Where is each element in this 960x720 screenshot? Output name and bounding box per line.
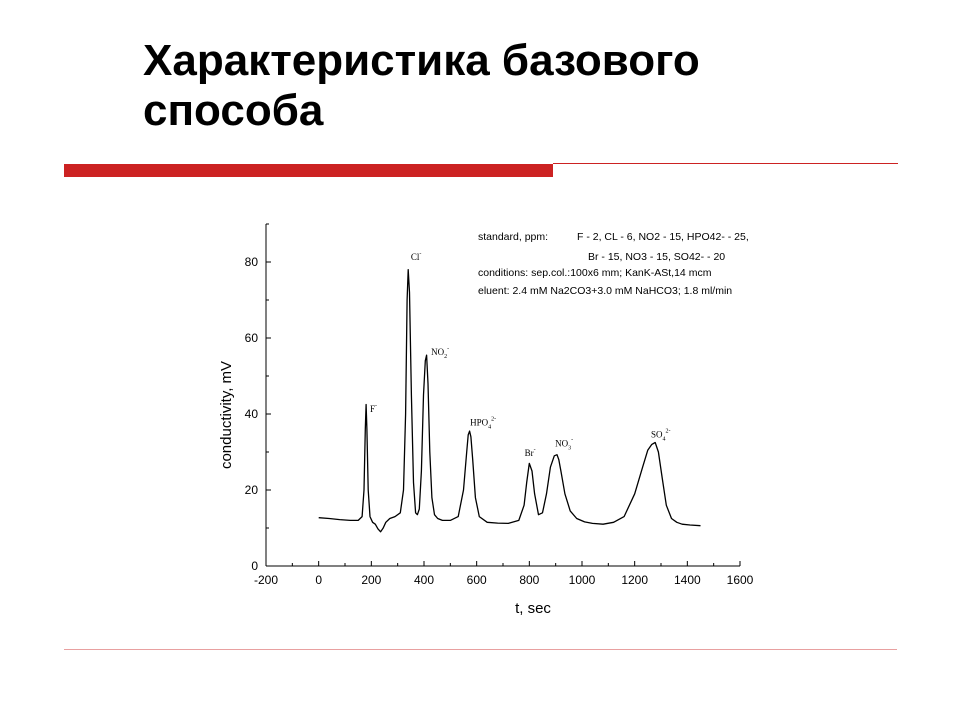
x-tick-label: 600 — [466, 573, 487, 587]
y-tick-label: 60 — [244, 331, 258, 345]
x-tick-label: 400 — [413, 573, 435, 587]
x-tick-label: 1600 — [726, 573, 754, 587]
x-tick-label: 800 — [519, 573, 540, 587]
legend-line1: F - 2, CL - 6, NO2 - 15, HPO42- - 25, — [577, 231, 749, 243]
x-tick-label: 0 — [315, 573, 323, 587]
x-tick-label: 200 — [361, 573, 382, 587]
y-axis-label: conductivity, mV — [218, 360, 235, 470]
x-axis-label: t, sec — [515, 600, 551, 617]
legend-box — [443, 215, 790, 304]
peak-label: $SO_4^{2-}$ — [650, 428, 671, 443]
y-tick-label: 80 — [244, 255, 258, 269]
x-tick-label: 1000 — [568, 573, 596, 587]
y-tick-label: 40 — [244, 407, 258, 421]
peak-label: $HPO_4^{2-}$ — [470, 416, 497, 431]
y-tick-label: 20 — [244, 483, 258, 497]
legend-line4: eluent: 2.4 mM Na2CO3+3.0 mM NaHCO3; 1.8 ml/min — [478, 285, 733, 297]
slide-title-line2: способа — [143, 86, 324, 135]
peak-label: $NO_2^-$ — [431, 346, 450, 361]
peak-label: Br- — [524, 446, 536, 458]
legend-line1-prefix: standard, ppm: — [478, 231, 549, 243]
bottom-divider — [64, 649, 897, 650]
x-tick-label: 1400 — [673, 573, 701, 587]
legend-line2: Br - 15, NO3 - 15, SO42- - 20 — [588, 251, 726, 263]
x-tick-label: -200 — [253, 573, 279, 587]
y-tick-label: 0 — [251, 559, 258, 573]
peak-label: Cl- — [410, 251, 422, 263]
slide-title-line1: Характеристика базового — [143, 36, 700, 85]
legend-line3: conditions: sep.col.:100x6 mm; KanK-ASt,14 mcm — [478, 267, 712, 279]
peak-label: F- — [370, 403, 378, 415]
peak-label: $NO_3^-$ — [555, 437, 574, 452]
series-line — [319, 270, 701, 532]
x-tick-label: 1200 — [621, 573, 649, 587]
